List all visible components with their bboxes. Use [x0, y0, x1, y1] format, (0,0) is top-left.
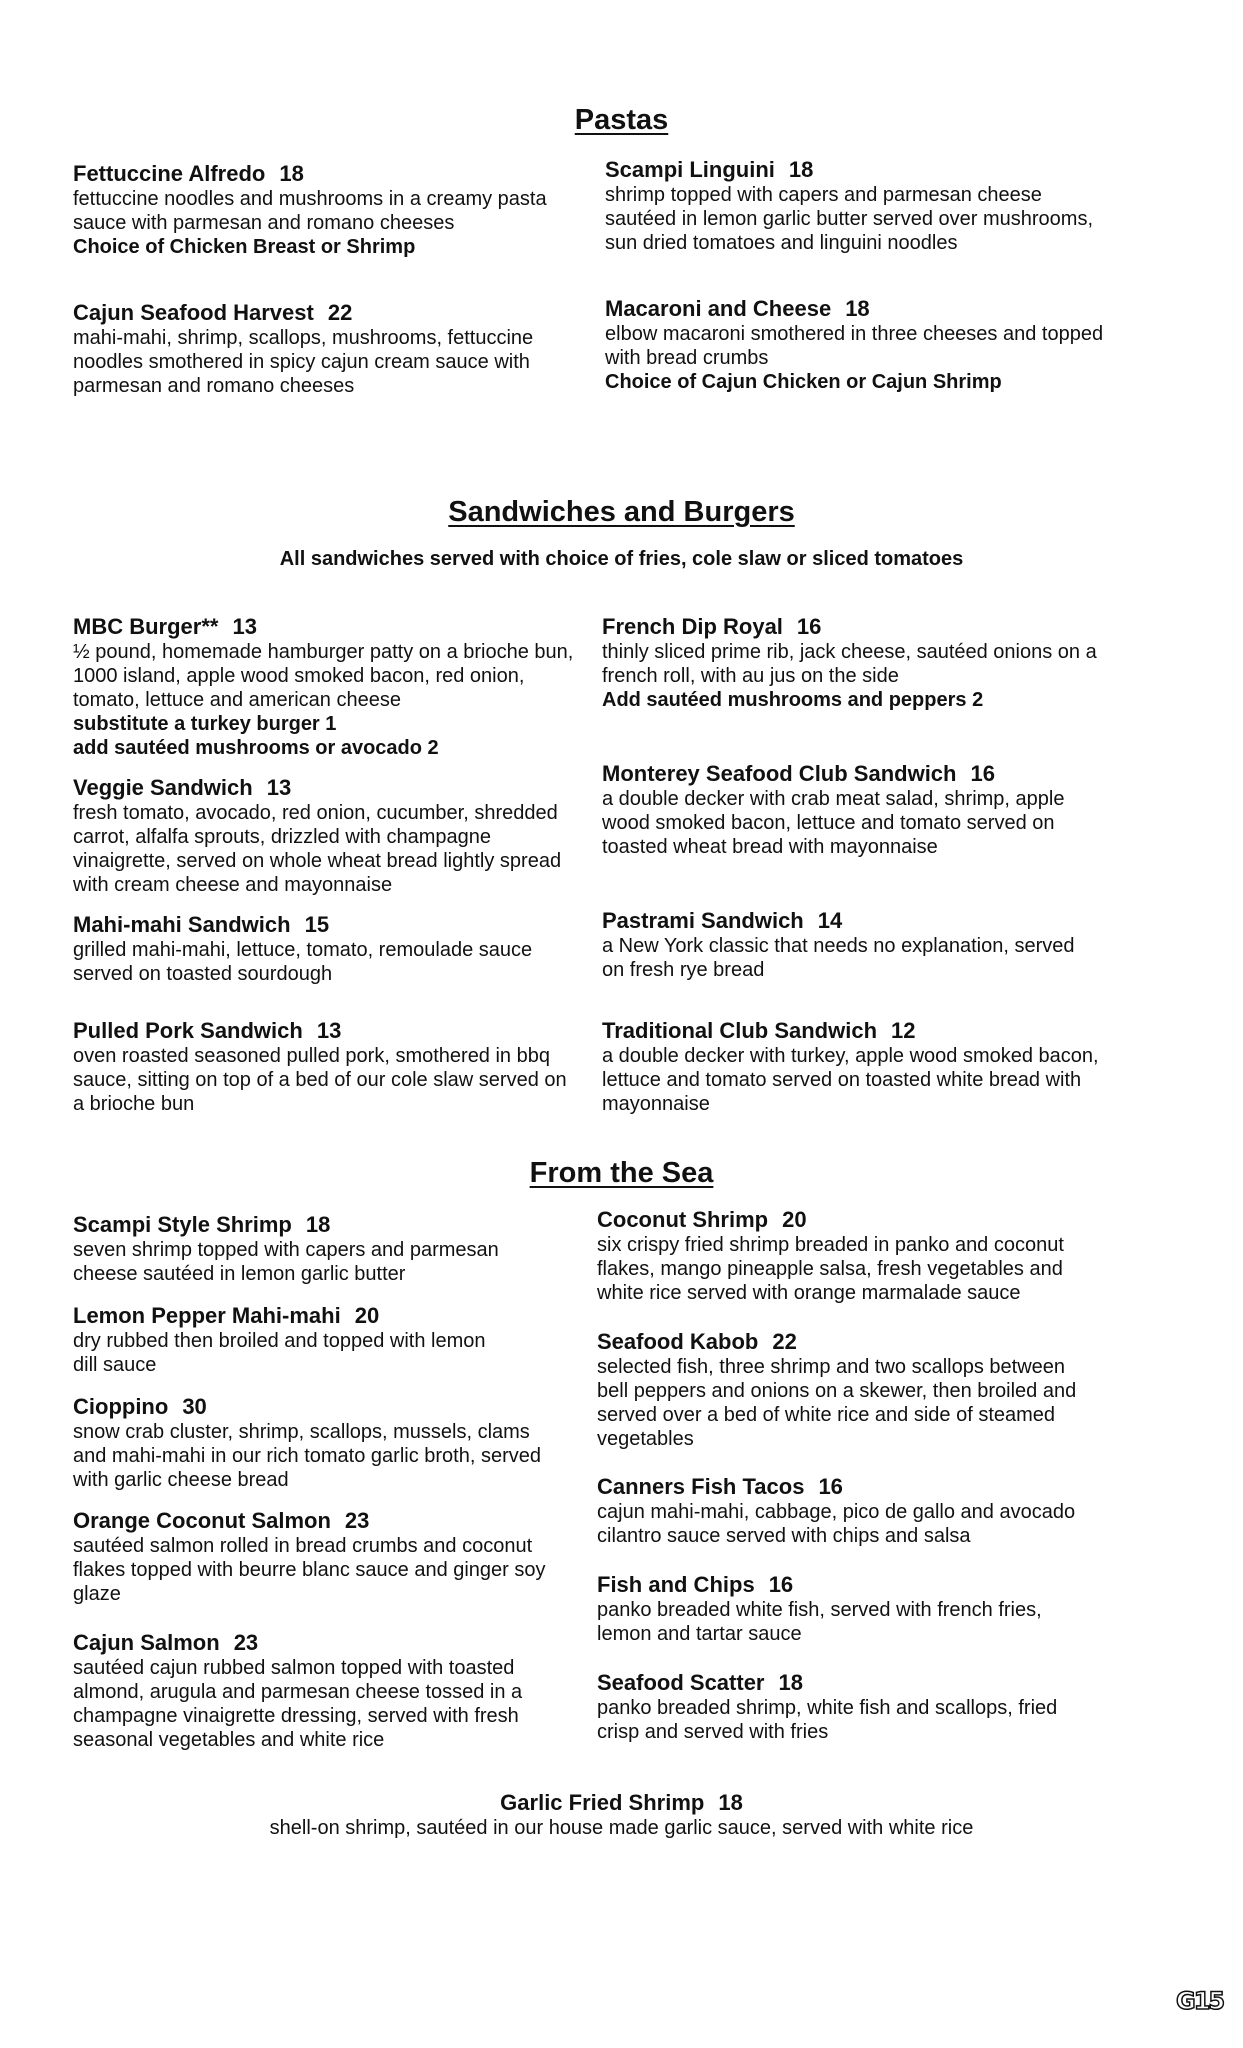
item-name: Pulled Pork Sandwich — [73, 1018, 303, 1043]
page-number: G15 — [1176, 1987, 1224, 2015]
item-note: Add sautéed mushrooms and peppers 2 — [602, 689, 984, 711]
item-name: Lemon Pepper Mahi-mahi — [73, 1303, 341, 1328]
item-description: six crispy fried shrimp breaded in panko and coconut flakes, mango pineapple salsa, fresh vegetables and white rice served with orange marmalade sauce — [597, 1234, 1064, 1304]
item-price: 16 — [970, 761, 995, 786]
item-description: panko breaded white fish, served with french fries, lemon and tartar sauce — [597, 1599, 1042, 1645]
item-price: 15 — [304, 912, 330, 937]
item-price: 13 — [266, 775, 292, 800]
section-title-pastas: Pastas — [574, 104, 669, 136]
menu-item — [597, 1670, 1057, 1744]
item-price: 18 — [788, 157, 814, 182]
menu-item — [602, 1018, 1099, 1116]
item-description: ½ pound, homemade hamburger patty on a brioche bun, 1000 island, apple wood smoked bacon, red onion, tomato, lettuce and american cheese — [73, 641, 574, 711]
menu-item — [73, 161, 547, 259]
item-description: a double decker with crab meat salad, shrimp, apple wood smoked bacon, lettuce and tomato served on toasted wheat bread with mayonnaise — [602, 788, 1065, 858]
item-description: oven roasted seasoned pulled pork, smothered in bbq sauce, sitting on top of a bed of our cole slaw served on a brioche bun — [73, 1045, 567, 1115]
section-subtitle: All sandwiches served with choice of fries, cole slaw or sliced tomatoes — [279, 548, 964, 570]
item-price: 16 — [768, 1572, 794, 1597]
menu-item — [73, 1018, 567, 1116]
item-name: Orange Coconut Salmon — [73, 1508, 331, 1533]
item-name: French Dip Royal — [602, 614, 783, 639]
item-name: Scampi Style Shrimp — [73, 1212, 292, 1237]
item-name: Garlic Fried Shrimp — [500, 1790, 705, 1815]
item-description: panko breaded shrimp, white fish and scallops, fried crisp and served with fries — [597, 1697, 1058, 1743]
menu-item — [73, 1394, 541, 1492]
item-price: 16 — [818, 1474, 843, 1499]
item-price: 16 — [796, 614, 822, 639]
item-price: 23 — [233, 1630, 259, 1655]
item-price: 12 — [891, 1018, 916, 1043]
item-name: MBC Burger** — [73, 614, 219, 639]
section-title-sandwiches: Sandwiches and Burgers — [448, 496, 795, 528]
item-description: dry rubbed then broiled and topped with lemon dill sauce — [73, 1330, 486, 1376]
menu-item — [605, 157, 1093, 255]
menu-item-featured — [0, 1790, 1243, 1840]
item-price: 18 — [845, 296, 870, 321]
menu-item — [605, 296, 1103, 394]
item-name: Fish and Chips — [597, 1572, 755, 1597]
menu-item — [73, 614, 573, 760]
item-name: Cajun Seafood Harvest — [73, 300, 314, 325]
menu-item — [73, 1508, 546, 1606]
item-description: snow crab cluster, shrimp, scallops, mussels, clams and mahi-mahi in our rich tomato garlic broth, served with garlic cheese bread — [73, 1421, 541, 1491]
item-price: 20 — [354, 1303, 380, 1328]
item-note: Choice of Cajun Chicken or Cajun Shrimp — [605, 371, 1002, 393]
menu-item — [597, 1572, 1042, 1646]
item-name: Canners Fish Tacos — [597, 1474, 805, 1499]
item-description: thinly sliced prime rib, jack cheese, sautéed onions on a french roll, with au jus on the side — [602, 641, 1097, 687]
item-price: 20 — [782, 1207, 807, 1232]
menu-item — [597, 1207, 1064, 1305]
item-description: elbow macaroni smothered in three cheeses and topped with bread crumbs — [605, 323, 1104, 369]
item-price: 13 — [232, 614, 257, 639]
item-price: 18 — [718, 1790, 743, 1815]
item-name: Monterey Seafood Club Sandwich — [602, 761, 957, 786]
item-description: grilled mahi-mahi, lettuce, tomato, remoulade sauce served on toasted sourdough — [73, 939, 533, 985]
menu-item — [73, 775, 561, 897]
item-name: Seafood Kabob — [597, 1329, 759, 1354]
item-description: shell-on shrimp, sautéed in our house made garlic sauce, served with white rice — [269, 1817, 974, 1839]
item-price: 23 — [344, 1508, 370, 1533]
item-name: Veggie Sandwich — [73, 775, 253, 800]
item-description: selected fish, three shrimp and two scallops between bell peppers and onions on a skewer, then broiled and served over a bed of white rice and side of steamed vegetables — [597, 1356, 1077, 1450]
menu-item — [602, 761, 1064, 859]
item-name: Cioppino — [73, 1394, 169, 1419]
menu-item — [597, 1474, 1075, 1548]
item-description: a New York classic that needs no explanation, served on fresh rye bread — [602, 935, 1075, 981]
item-name: Macaroni and Cheese — [605, 296, 832, 321]
item-note: substitute a turkey burger 1 add sautéed mushrooms or avocado 2 — [73, 713, 439, 759]
section-title-from-the-sea: From the Sea — [529, 1157, 714, 1189]
item-description: shrimp topped with capers and parmesan cheese sautéed in lemon garlic butter served over mushrooms, sun dried tomatoes and linguini noodles — [605, 184, 1094, 254]
item-name: Mahi-mahi Sandwich — [73, 912, 291, 937]
item-price: 22 — [772, 1329, 797, 1354]
menu-item — [602, 908, 1075, 982]
menu-item — [602, 614, 1097, 712]
item-name: Coconut Shrimp — [597, 1207, 769, 1232]
item-description: cajun mahi-mahi, cabbage, pico de gallo and avocado cilantro sauce served with chips and salsa — [597, 1501, 1076, 1547]
menu-item — [73, 1630, 522, 1752]
item-description: sautéed salmon rolled in bread crumbs and coconut flakes topped with beurre blanc sauce and ginger soy glaze — [73, 1535, 546, 1605]
item-note: Choice of Chicken Breast or Shrimp — [73, 236, 416, 258]
item-description: fresh tomato, avocado, red onion, cucumber, shredded carrot, alfalfa sprouts, drizzled with champagne vinaigrette, served on whole wheat bread lightly spread with cream cheese and mayonnaise — [73, 802, 562, 896]
item-name: Cajun Salmon — [73, 1630, 220, 1655]
item-name: Traditional Club Sandwich — [602, 1018, 878, 1043]
menu-item — [73, 1303, 486, 1377]
item-name: Seafood Scatter — [597, 1670, 765, 1695]
item-description: seven shrimp topped with capers and parmesan cheese sautéed in lemon garlic butter — [73, 1239, 499, 1285]
menu-item — [73, 912, 532, 986]
item-description: a double decker with turkey, apple wood smoked bacon, lettuce and tomato served on toasted white bread with mayonnaise — [602, 1045, 1099, 1115]
item-price: 14 — [817, 908, 843, 933]
item-name: Fettuccine Alfredo — [73, 161, 266, 186]
item-description: fettuccine noodles and mushrooms in a creamy pasta sauce with parmesan and romano cheeses — [73, 188, 547, 234]
item-price: 30 — [182, 1394, 207, 1419]
item-name: Scampi Linguini — [605, 157, 775, 182]
item-name: Pastrami Sandwich — [602, 908, 804, 933]
item-price: 18 — [279, 161, 304, 186]
item-description: mahi-mahi, shrimp, scallops, mushrooms, fettuccine noodles smothered in spicy cajun cream sauce with parmesan and romano cheeses — [73, 327, 534, 397]
item-description: sautéed cajun rubbed salmon topped with toasted almond, arugula and parmesan cheese tossed in a champagne vinaigrette dressing, served with fresh seasonal vegetables and white rice — [73, 1657, 523, 1751]
item-price: 13 — [316, 1018, 342, 1043]
menu-item — [73, 300, 533, 398]
menu-item — [73, 1212, 499, 1286]
menu-item — [597, 1329, 1076, 1451]
item-price: 18 — [305, 1212, 331, 1237]
item-price: 22 — [327, 300, 353, 325]
item-price: 18 — [778, 1670, 803, 1695]
